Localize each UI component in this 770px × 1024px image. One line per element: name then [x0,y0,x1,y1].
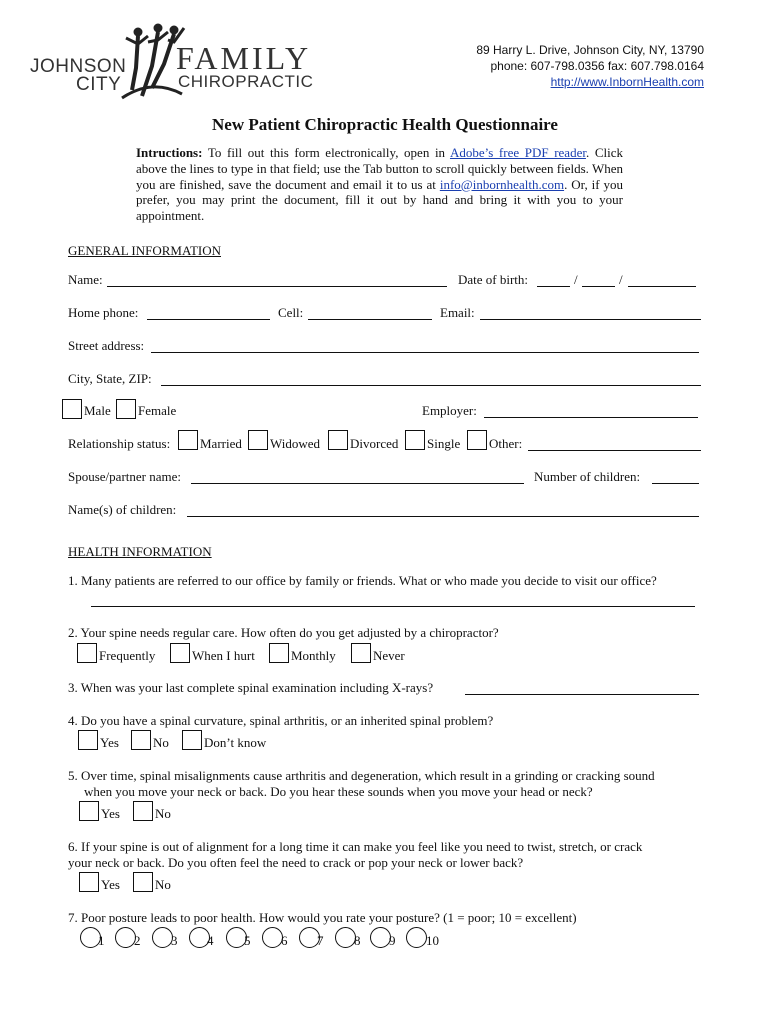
q4-dont-know-label: Don’t know [204,735,267,750]
q4-text: 4. Do you have a spinal curvature, spinal arthritis, or an inherited spinal problem? [68,713,494,728]
spouse-field[interactable] [191,483,524,484]
q5-text-line1: 5. Over time, spinal misalignments cause arthritis and degeneration, which result in a grinding or cracking sound [68,768,655,783]
dob-year-field[interactable] [628,286,696,287]
q7-text: 7. Poor posture leads to poor health. How would you rate your posture? (1 = poor; 10 = excellent) [68,910,577,925]
other-checkbox[interactable] [467,430,487,450]
q2-monthly-label: Monthly [291,648,336,663]
q4-yes-checkbox[interactable] [78,730,98,750]
email-field[interactable] [480,319,701,320]
cell-field[interactable] [308,319,432,320]
children-count-label: Number of children: [534,469,641,484]
q7-rating-3-radio[interactable] [152,927,173,948]
relationship-label: Relationship status: [68,436,171,451]
q5-no-label: No [155,806,171,821]
q2-frequently-checkbox[interactable] [77,643,97,663]
widowed-label: Widowed [270,436,321,451]
q7-rating-5-label: 5 [244,933,251,948]
children-names-field[interactable] [187,516,699,517]
q7-rating-10-radio[interactable] [406,927,427,948]
children-names-label: Name(s) of children: [68,502,177,517]
general-heading: GENERAL INFORMATION [68,243,221,258]
city-label: City, State, ZIP: [68,371,152,386]
instructions-text-2: . Click above the lines to type in that field; use the Tab button to scroll quickly between fields. When you are finished, save the document and email it to us at [136,145,623,192]
q7-rating-7-label: 7 [317,933,324,948]
male-checkbox[interactable] [62,399,82,419]
q6-yes-label: Yes [101,877,120,892]
logo-johnson: JOHNSON [30,56,127,77]
logo-city: CITY [76,74,122,95]
q3-text: 3. When was your last complete spinal examination including X-rays? [68,680,434,695]
q7-rating-8-radio[interactable] [335,927,356,948]
dob-month-field[interactable] [537,286,570,287]
clinic-address: 89 Harry L. Drive, Johnson City, NY, 13790 [476,43,704,57]
q5-no-checkbox[interactable] [133,801,153,821]
q1-answer-field[interactable] [91,606,695,607]
q7-rating-2-radio[interactable] [115,927,136,948]
street-label: Street address: [68,338,145,353]
adobe-reader-link[interactable]: Adobe’s free PDF reader [449,145,586,160]
q7-rating-10-label: 10 [426,933,439,948]
employer-label: Employer: [422,403,477,418]
cell-label: Cell: [278,305,304,320]
logo-chiropractic: CHIROPRACTIC [178,72,314,91]
page-title: New Patient Chiropractic Health Questionnaire [212,115,558,134]
q2-when-hurt-checkbox[interactable] [170,643,190,663]
q7-rating-8-label: 8 [354,933,361,948]
q6-no-checkbox[interactable] [133,872,153,892]
q7-rating-1-label: 1 [98,933,105,948]
home-phone-label: Home phone: [68,305,139,320]
single-checkbox[interactable] [405,430,425,450]
home-phone-field[interactable] [147,319,270,320]
q7-rating-4-label: 4 [207,933,214,948]
logo-family: FAMILY [176,40,312,76]
spouse-label: Spouse/partner name: [68,469,181,484]
street-field[interactable] [151,352,699,353]
q3-answer-field[interactable] [465,694,699,695]
q7-rating-3-label: 3 [171,933,178,948]
email-label: Email: [440,305,475,320]
clinic-phone: phone: 607-798.0356 fax: 607.798.0164 [490,59,704,73]
instructions-text-3: . Or, if you prefer, you may print the document, fill it out by hand and bring it with you to your appointment. [136,176,624,224]
name-field[interactable] [107,286,447,287]
q4-dont-know-checkbox[interactable] [182,730,202,750]
q6-no-label: No [155,877,171,892]
dob-separator-1: / [574,272,578,287]
clinic-website-link[interactable]: http://www.InbornHealth.com [550,75,704,89]
q2-never-checkbox[interactable] [351,643,371,663]
dob-label: Date of birth: [458,272,529,287]
q4-no-label: No [153,735,169,750]
female-checkbox[interactable] [116,399,136,419]
dob-day-field[interactable] [582,286,615,287]
other-field[interactable] [528,450,701,451]
q2-frequently-label: Frequently [99,648,156,663]
q5-yes-checkbox[interactable] [79,801,99,821]
female-label: Female [138,403,177,418]
q6-text-line2: your neck or back. Do you often feel the need to crack or pop your neck or lower back? [68,855,524,870]
widowed-checkbox[interactable] [248,430,268,450]
q5-text-line2: when you move your neck or back. Do you hear these sounds when you move your head or neck? [84,784,593,799]
q4-yes-label: Yes [100,735,119,750]
single-label: Single [427,436,461,451]
q7-rating-2-label: 2 [134,933,141,948]
divorced-label: Divorced [350,436,399,451]
q1-text: 1. Many patients are referred to our office by family or friends. What or who made you decide to visit our office? [68,573,657,588]
children-count-field[interactable] [652,483,699,484]
city-field[interactable] [161,385,701,386]
q2-monthly-checkbox[interactable] [269,643,289,663]
q4-no-checkbox[interactable] [131,730,151,750]
q7-rating-9-radio[interactable] [370,927,391,948]
q2-text: 2. Your spine needs regular care. How often do you get adjusted by a chiropractor? [68,625,499,640]
q2-never-label: Never [373,648,405,663]
q5-yes-label: Yes [101,806,120,821]
q7-rating-6-radio[interactable] [262,927,283,948]
instructions-text-1: To fill out this form electronically, open in [202,145,450,160]
married-checkbox[interactable] [178,430,198,450]
other-label: Other: [489,436,523,451]
divorced-checkbox[interactable] [328,430,348,450]
employer-field[interactable] [484,417,698,418]
q6-yes-checkbox[interactable] [79,872,99,892]
email-link[interactable]: info@inbornhealth.com [439,176,565,192]
name-label: Name: [68,272,103,287]
q7-rating-9-label: 9 [389,933,396,948]
q2-when-hurt-label: When I hurt [192,648,255,663]
logo [30,18,314,108]
dob-separator-2: / [619,272,623,287]
health-heading: HEALTH INFORMATION [68,544,212,559]
male-label: Male [84,403,111,418]
married-label: Married [200,436,242,451]
q7-rating-6-label: 6 [281,933,288,948]
instructions [136,145,623,224]
instructions-label: Intructions: [136,145,203,160]
q6-text-line1: 6. If your spine is out of alignment for a long time it can make you feel like you need to twist, stretch, or crack [68,839,643,854]
